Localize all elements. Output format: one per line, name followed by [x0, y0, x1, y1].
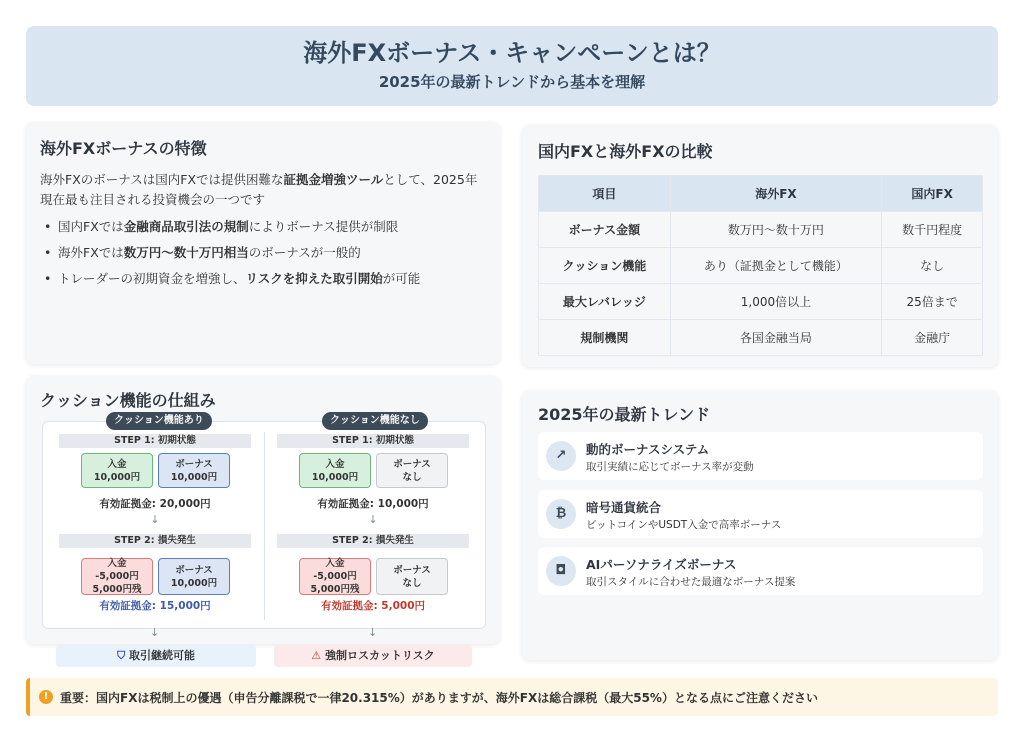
trend-item [538, 490, 983, 538]
bonus-box: ボーナス 10,000円 [158, 453, 230, 488]
table-cell: 数万円〜数十万円 [670, 212, 882, 248]
table-header: 項目 [539, 176, 671, 212]
bonus-box: ボーナス 10,000円 [158, 558, 230, 595]
features-intro: 海外FXのボーナスは国内FXでは提供困難な証拠金増強ツールとして、2025年現在最も注目される投資機会の一つです [40, 172, 478, 207]
trend-title: 動的ボーナスシステム [586, 442, 710, 457]
notice-text: 重要：国内FXは税制上の優遇（申告分離課税で一律20.315%）がありますが、海外FXは総合課税（最大55%）となる点にご注意ください [60, 691, 818, 705]
loss-box: 入金 -5,000円 5,000円残 [81, 558, 153, 595]
deposit-box: 入金 10,000円 [299, 453, 371, 488]
margin-initial: 有効証拠金: 20,000円 [99, 498, 211, 510]
bonus-box: ボーナス なし [376, 453, 448, 488]
step2-label: STEP 2: 損失発生 [277, 534, 469, 548]
bonus-box: ボーナス なし [376, 558, 448, 595]
cushion-diagram [42, 415, 486, 629]
shield-icon: ⛉ [116, 649, 126, 662]
table-header: 海外FX [670, 176, 882, 212]
comparison-card [522, 125, 998, 367]
trend-title: 暗号通貨統合 [586, 500, 662, 515]
list-item: • 海外FXでは数万円〜数十万円相当のボーナスが一般的 [40, 244, 486, 262]
alert-icon: ! [39, 690, 53, 704]
robot-icon: ◘ [546, 556, 576, 586]
warning-icon: ⚠ [311, 649, 322, 662]
table-row [539, 248, 983, 284]
table-header: 国内FX [882, 176, 983, 212]
cushion-card [26, 376, 500, 644]
trend-desc: ビットコインやUSDT入金で高率ボーナス [586, 519, 782, 531]
table-header-row [539, 176, 983, 212]
comparison-title: 国内FXと海外FXの比較 [538, 142, 713, 161]
without-cushion-pill: クッション機能なし [322, 412, 428, 430]
step2-label: STEP 2: 損失発生 [59, 534, 251, 548]
page-subtitle: 2025年の最新トレンドから基本を理解 [378, 73, 646, 91]
margin-after-loss: 有効証拠金: 15,000円 [99, 600, 211, 612]
with-cushion-pill: クッション機能あり [106, 412, 212, 430]
table-cell: ボーナス金額 [539, 212, 671, 248]
result-continue: ⛉ 取引継続可能 [56, 645, 256, 667]
page-header [26, 26, 998, 106]
features-list [40, 218, 486, 288]
table-cell: 金融庁 [882, 320, 983, 356]
trend-item [538, 432, 983, 480]
features-card [26, 122, 500, 364]
margin-initial: 有効証拠金: 10,000円 [317, 498, 429, 510]
trend-desc: 取引スタイルに合わせた最適なボーナス提案 [586, 576, 796, 588]
notice-banner [26, 678, 998, 716]
trends-title: 2025年の最新トレンド [538, 405, 711, 424]
table-cell: 25倍まで [882, 284, 983, 320]
table-row [539, 212, 983, 248]
result-losscut: ⚠ 強制ロスカットリスク [274, 645, 472, 667]
down-arrow-icon: ↓ [368, 513, 378, 526]
down-arrow-icon: ↓ [150, 626, 160, 639]
trend-title: AIパーソナライズボーナス [586, 557, 737, 572]
loss-box: 入金 -5,000円 5,000円残 [299, 558, 371, 595]
table-cell: 1,000倍以上 [670, 284, 882, 320]
cushion-title: クッション機能の仕組み [40, 391, 216, 410]
table-cell: 数千円程度 [882, 212, 983, 248]
trend-desc: 取引実績に応じてボーナス率が変動 [586, 461, 754, 473]
table-cell: なし [882, 248, 983, 284]
table-cell: 各国金融当局 [670, 320, 882, 356]
margin-after-loss: 有効証拠金: 5,000円 [320, 600, 426, 612]
step1-label: STEP 1: 初期状態 [59, 434, 251, 448]
table-cell: あり（証拠金として機能） [670, 248, 882, 284]
list-item: • トレーダーの初期資金を増強し、リスクを抑えた取引開始が可能 [40, 270, 486, 288]
table-cell: クッション機能 [539, 248, 671, 284]
trends-card [522, 390, 998, 660]
down-arrow-icon: ↓ [368, 626, 378, 639]
comparison-table [538, 175, 983, 356]
deposit-box: 入金 10,000円 [81, 453, 153, 488]
bitcoin-icon: ₿ [546, 499, 576, 529]
step1-label: STEP 1: 初期状態 [277, 434, 469, 448]
table-cell: 規制機関 [539, 320, 671, 356]
divider [264, 432, 265, 620]
chart-line-icon: ↗ [546, 441, 576, 471]
down-arrow-icon: ↓ [150, 513, 160, 526]
trend-item [538, 547, 983, 595]
features-title: 海外FXボーナスの特徴 [40, 139, 207, 158]
table-cell: 最大レバレッジ [539, 284, 671, 320]
table-row [539, 320, 983, 356]
table-row [539, 284, 983, 320]
page-title: 海外FXボーナス・キャンペーンとは？ [303, 39, 721, 67]
list-item: • 国内FXでは金融商品取引法の規制によりボーナス提供が制限 [40, 218, 486, 236]
